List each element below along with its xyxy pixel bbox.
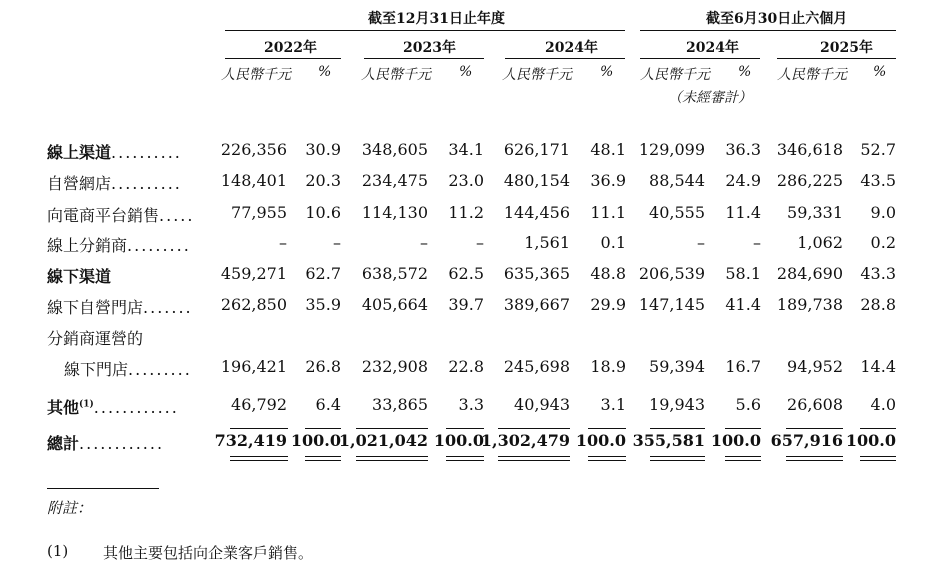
unit-rmb: 人民幣千元 bbox=[777, 67, 847, 83]
amount-cell: 88,544 bbox=[649, 171, 705, 190]
total-rule-double bbox=[588, 456, 626, 457]
year-rule bbox=[364, 58, 484, 59]
percent-cell: 100.0 bbox=[575, 431, 626, 450]
leader-dots: ............ bbox=[79, 434, 165, 453]
percent-cell: 20.3 bbox=[305, 171, 341, 190]
percent-cell: 62.7 bbox=[305, 264, 341, 283]
amount-cell: 129,099 bbox=[638, 140, 705, 159]
header-rule-year-end bbox=[225, 30, 625, 31]
amount-cell: 46,792 bbox=[231, 395, 287, 414]
amount-cell: 346,618 bbox=[776, 140, 843, 159]
amount-cell: 144,456 bbox=[503, 203, 570, 222]
percent-cell: 28.8 bbox=[860, 295, 896, 314]
amount-cell: 189,738 bbox=[776, 295, 843, 314]
percent-cell: 6.4 bbox=[315, 395, 341, 414]
footnote-text: 其他主要包括向企業客戶銷售。 bbox=[103, 544, 314, 562]
percent-cell: 43.5 bbox=[860, 171, 896, 190]
total-rule-top bbox=[356, 428, 428, 429]
percent-cell: – bbox=[753, 233, 761, 252]
leader-dots: ............ bbox=[93, 398, 179, 417]
percent-cell: – bbox=[476, 233, 484, 252]
amount-cell: 40,943 bbox=[514, 395, 570, 414]
row-label bbox=[47, 431, 164, 454]
percent-cell: 29.9 bbox=[590, 295, 626, 314]
amount-cell: 1,062 bbox=[797, 233, 843, 252]
amount-cell: 348,605 bbox=[361, 140, 428, 159]
amount-cell: 148,401 bbox=[220, 171, 287, 190]
amount-cell: 638,572 bbox=[361, 264, 428, 283]
amount-cell: 1,561 bbox=[524, 233, 570, 252]
row-label-text: 線下門店 bbox=[64, 360, 129, 379]
percent-cell: 3.3 bbox=[458, 395, 484, 414]
amount-cell: 196,421 bbox=[220, 357, 287, 376]
year-rule bbox=[777, 58, 896, 59]
unit-rmb: 人民幣千元 bbox=[361, 67, 431, 83]
amount-cell: 94,952 bbox=[787, 357, 843, 376]
percent-cell: 41.4 bbox=[725, 295, 761, 314]
leader-dots: .......... bbox=[111, 143, 182, 162]
amount-cell: 77,955 bbox=[231, 203, 287, 222]
amount-cell: 226,356 bbox=[220, 140, 287, 159]
year-rule bbox=[505, 58, 625, 59]
total-rule-double bbox=[356, 460, 428, 461]
percent-cell: – bbox=[333, 233, 341, 252]
total-rule-top bbox=[860, 428, 896, 429]
leader-dots: ....... bbox=[143, 298, 193, 317]
amount-cell: 405,664 bbox=[361, 295, 428, 314]
total-rule-double bbox=[650, 460, 705, 461]
total-rule-double bbox=[305, 460, 341, 461]
total-rule-double bbox=[588, 460, 626, 461]
percent-cell: 30.9 bbox=[305, 140, 341, 159]
percent-cell: 18.9 bbox=[590, 357, 626, 376]
percent-cell: 11.1 bbox=[590, 203, 626, 222]
year-2023: 2023年 bbox=[403, 40, 456, 56]
total-rule-double bbox=[786, 456, 843, 457]
row-label bbox=[47, 295, 193, 318]
amount-cell: 355,581 bbox=[632, 431, 705, 450]
row-label: 分銷商運營的 bbox=[47, 329, 144, 348]
total-rule-top bbox=[498, 428, 570, 429]
total-rule-double bbox=[230, 456, 288, 457]
row-label-continued bbox=[64, 357, 192, 380]
percent-cell: 0.2 bbox=[870, 233, 896, 252]
header-half-year: 截至6月30日止六個月 bbox=[706, 11, 848, 27]
amount-cell: 262,850 bbox=[220, 295, 287, 314]
total-rule-double bbox=[305, 456, 341, 457]
percent-cell: 62.5 bbox=[448, 264, 484, 283]
amount-cell: 635,365 bbox=[503, 264, 570, 283]
row-label bbox=[47, 233, 191, 256]
amount-cell: 732,419 bbox=[214, 431, 287, 450]
row-label-text: 線上渠道 bbox=[47, 143, 112, 162]
leader-dots: .......... bbox=[111, 174, 182, 193]
unit-pct: % bbox=[459, 64, 473, 80]
unit-rmb: 人民幣千元 bbox=[502, 67, 572, 83]
percent-cell: 11.4 bbox=[725, 203, 761, 222]
percent-cell: 35.9 bbox=[305, 295, 341, 314]
amount-cell: 232,908 bbox=[361, 357, 428, 376]
total-rule-double bbox=[725, 456, 761, 457]
unit-pct: % bbox=[738, 64, 752, 80]
amount-cell: 626,171 bbox=[503, 140, 570, 159]
percent-cell: 3.1 bbox=[600, 395, 626, 414]
amount-cell: 206,539 bbox=[638, 264, 705, 283]
percent-cell: 34.1 bbox=[448, 140, 484, 159]
notes-heading: 附註： bbox=[47, 499, 93, 517]
year-2022: 2022年 bbox=[264, 40, 317, 56]
percent-cell: 10.6 bbox=[305, 203, 341, 222]
total-rule-double bbox=[446, 456, 484, 457]
percent-cell: 100.0 bbox=[710, 431, 761, 450]
total-rule-double bbox=[498, 456, 570, 457]
amount-cell: 459,271 bbox=[220, 264, 287, 283]
year-2025-h1: 2025年 bbox=[820, 40, 873, 56]
total-rule-double bbox=[860, 460, 896, 461]
unit-pct: % bbox=[873, 64, 887, 80]
amount-cell: 33,865 bbox=[372, 395, 428, 414]
footnote-ref: (1) bbox=[79, 399, 94, 410]
year-2024: 2024年 bbox=[545, 40, 598, 56]
row-label bbox=[47, 264, 111, 287]
row-label-text: 其他 bbox=[47, 398, 80, 417]
amount-cell: 286,225 bbox=[776, 171, 843, 190]
row-label-text: 自營網店 bbox=[47, 174, 112, 193]
percent-cell: 36.9 bbox=[590, 171, 626, 190]
amount-cell: 389,667 bbox=[503, 295, 570, 314]
row-label-text: 向電商平台銷售 bbox=[47, 206, 160, 225]
amount-cell: 480,154 bbox=[503, 171, 570, 190]
total-rule-top bbox=[650, 428, 705, 429]
percent-cell: 14.4 bbox=[860, 357, 896, 376]
amount-cell: 1,021,042 bbox=[338, 431, 428, 450]
total-rule-double bbox=[650, 456, 705, 457]
percent-cell: 100.0 bbox=[433, 431, 484, 450]
total-rule-double bbox=[725, 460, 761, 461]
total-rule-top bbox=[446, 428, 484, 429]
amount-cell: 147,145 bbox=[638, 295, 705, 314]
percent-cell: 52.7 bbox=[860, 140, 896, 159]
leader-dots: ......... bbox=[127, 236, 191, 255]
amount-cell: 284,690 bbox=[776, 264, 843, 283]
percent-cell: 100.0 bbox=[845, 431, 896, 450]
row-label bbox=[47, 395, 179, 418]
amount-cell: 114,130 bbox=[361, 203, 428, 222]
percent-cell: 43.3 bbox=[860, 264, 896, 283]
percent-cell: 9.0 bbox=[870, 203, 896, 222]
row-label-text: 線上分銷商 bbox=[47, 236, 128, 255]
amount-cell: 26,608 bbox=[787, 395, 843, 414]
footnote-separator bbox=[47, 488, 159, 489]
percent-cell: 16.7 bbox=[725, 357, 761, 376]
amount-cell: 245,698 bbox=[503, 357, 570, 376]
amount-cell: 657,916 bbox=[770, 431, 843, 450]
amount-cell: 40,555 bbox=[649, 203, 705, 222]
amount-cell: 19,943 bbox=[649, 395, 705, 414]
leader-dots: ..... bbox=[159, 206, 195, 225]
year-rule bbox=[225, 58, 341, 59]
amount-cell: 59,394 bbox=[649, 357, 705, 376]
year-2024-h1: 2024年 bbox=[686, 40, 739, 56]
total-rule-double bbox=[786, 460, 843, 461]
amount-cell: – bbox=[420, 233, 428, 252]
percent-cell: 48.1 bbox=[590, 140, 626, 159]
leader-dots: ......... bbox=[128, 360, 192, 379]
percent-cell: 48.8 bbox=[590, 264, 626, 283]
row-label-text: 總計 bbox=[47, 434, 80, 453]
percent-cell: 36.3 bbox=[725, 140, 761, 159]
percent-cell: 100.0 bbox=[290, 431, 341, 450]
total-rule-double bbox=[498, 460, 570, 461]
header-rule-half-year bbox=[640, 30, 896, 31]
amount-cell: – bbox=[697, 233, 705, 252]
amount-cell: 234,475 bbox=[361, 171, 428, 190]
unit-pct: % bbox=[318, 64, 332, 80]
unit-pct: % bbox=[600, 64, 614, 80]
total-rule-double bbox=[860, 456, 896, 457]
total-rule-top bbox=[786, 428, 843, 429]
row-label-text: 線下自營門店 bbox=[47, 298, 144, 317]
percent-cell: 11.2 bbox=[448, 203, 484, 222]
year-rule bbox=[640, 58, 760, 59]
percent-cell: 0.1 bbox=[600, 233, 626, 252]
unaudited-note: （未經審計） bbox=[668, 90, 752, 106]
total-rule-top bbox=[230, 428, 288, 429]
total-rule-double bbox=[356, 456, 428, 457]
footnote-marker: (1) bbox=[47, 542, 69, 560]
amount-cell: 59,331 bbox=[787, 203, 843, 222]
percent-cell: 39.7 bbox=[448, 295, 484, 314]
total-rule-top bbox=[725, 428, 761, 429]
amount-cell: 1,302,479 bbox=[480, 431, 570, 450]
header-year-end: 截至12月31日止年度 bbox=[368, 11, 505, 27]
percent-cell: 24.9 bbox=[725, 171, 761, 190]
percent-cell: 58.1 bbox=[725, 264, 761, 283]
percent-cell: 22.8 bbox=[448, 357, 484, 376]
row-label bbox=[47, 140, 182, 163]
row-label bbox=[47, 171, 182, 194]
total-rule-double bbox=[446, 460, 484, 461]
percent-cell: 23.0 bbox=[448, 171, 484, 190]
total-rule-top bbox=[588, 428, 626, 429]
percent-cell: 26.8 bbox=[305, 357, 341, 376]
unit-rmb: 人民幣千元 bbox=[640, 67, 710, 83]
unit-rmb: 人民幣千元 bbox=[221, 67, 291, 83]
percent-cell: 5.6 bbox=[735, 395, 761, 414]
total-rule-top bbox=[305, 428, 341, 429]
row-label bbox=[47, 203, 194, 226]
row-label-text: 線下渠道 bbox=[47, 267, 112, 286]
total-rule-double bbox=[230, 460, 288, 461]
percent-cell: 4.0 bbox=[870, 395, 896, 414]
amount-cell: – bbox=[279, 233, 287, 252]
